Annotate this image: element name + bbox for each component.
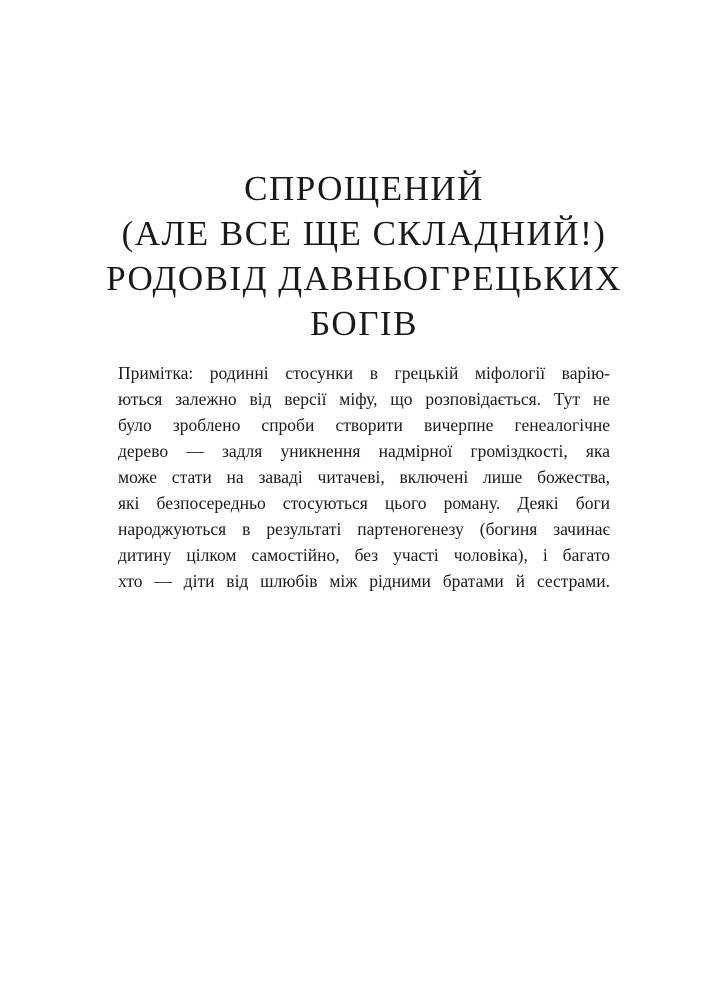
note-line-8: дитину цілком самостійно, без участі чоловіка), і багато: [118, 545, 610, 565]
note-paragraph: [118, 360, 610, 594]
note-line-5: може стати на заваді читачеві, включені лише божества,: [118, 467, 610, 487]
title-line-1: СПРОЩЕНИЙ: [244, 169, 484, 208]
title-line-4: БОГІВ: [310, 304, 418, 343]
note-line-9: хто — діти від шлюбів між рідними братами й сестрами.: [118, 571, 610, 591]
note-line-1: Примітка: родинні стосунки в грецькій міфології варію-: [118, 363, 610, 383]
note-line-3: було зроблено спроби створити вичерпне генеалогічне: [118, 415, 610, 435]
note-line-2: ються залежно від версії міфу, що розповідається. Тут не: [118, 389, 610, 409]
note-line-7: народжуються в результаті партеногенезу (богиня зачинає: [118, 519, 610, 539]
note-line-4: дерево — задля уникнення надмірної громіздкості, яка: [118, 441, 610, 461]
title-line-3: РОДОВІД ДАВНЬОГРЕЦЬКИХ: [106, 259, 622, 298]
title-line-2: (АЛЕ ВСЕ ЩЕ СКЛАДНИЙ!): [121, 214, 607, 253]
note-line-6: які безпосередньо стосуються цього роману. Деякі боги: [118, 493, 610, 513]
page-title: [80, 166, 648, 346]
